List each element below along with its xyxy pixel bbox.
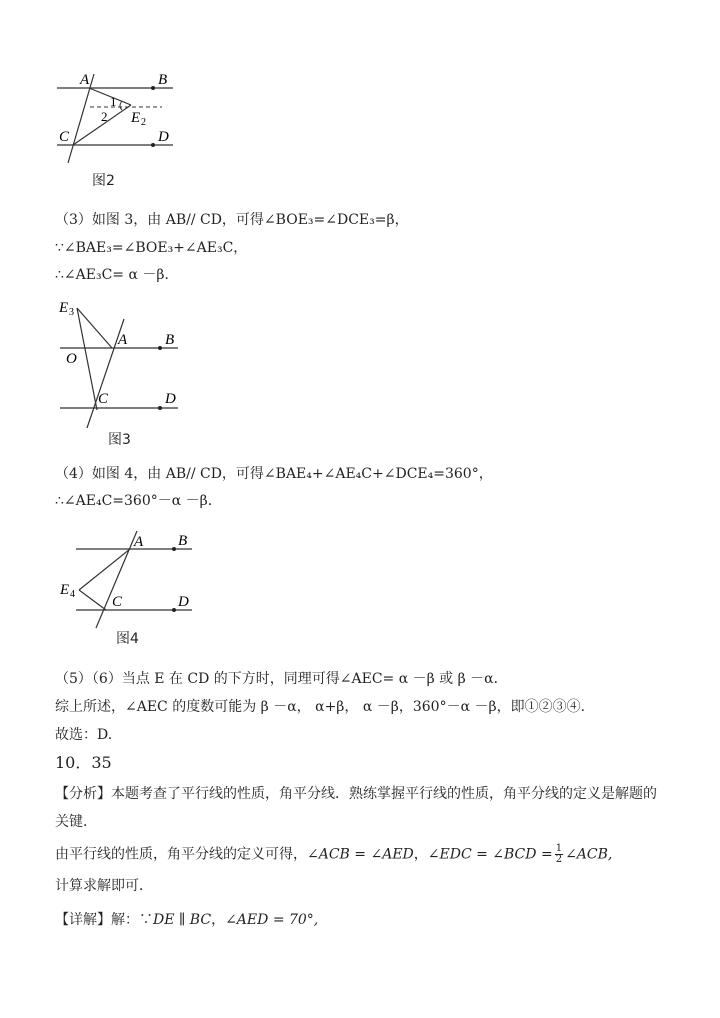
label-e2-sub: 2 xyxy=(141,117,146,128)
label-c: C xyxy=(112,594,123,610)
step3-line1: （3）如图 3，由 AB// CD，可得∠BOE₃=∠DCE₃=β， xyxy=(55,212,409,228)
q10-calc-line: 计算求解即可． xyxy=(55,878,153,894)
label-e4: E xyxy=(60,582,70,598)
label-c: C xyxy=(98,391,109,407)
q10-eq-acb: ∠ACB, xyxy=(565,846,613,863)
q10-method-line xyxy=(55,844,612,865)
figure-2-caption: 图2 xyxy=(92,173,115,189)
step4-line2: ∴∠AE₄C=360°－α －β． xyxy=(55,493,222,509)
step3-line2: ∵∠BAE₃=∠BOE₃+∠AE₃C， xyxy=(55,240,248,256)
label-angle-1: 1 xyxy=(110,94,117,109)
segment-e4c xyxy=(79,590,106,610)
q10-eq-de-parallel-bc: DE ∥ BC xyxy=(153,912,212,928)
label-d: D xyxy=(158,129,169,145)
label-c: C xyxy=(59,129,70,145)
q10-method-sep: ， xyxy=(413,846,428,863)
label-a: A xyxy=(134,534,144,550)
q10-eq-aed-70: ∠AED = 70°, xyxy=(225,912,319,928)
label-a: A xyxy=(80,72,90,88)
label-angle-2: 2 xyxy=(101,109,108,124)
q10-detail-prefix: 【详解】解：∵ xyxy=(55,912,153,928)
q10-fraction-den: 2 xyxy=(555,854,563,865)
step56-line3: 故选：D. xyxy=(55,727,113,743)
figure-4-caption: 图4 xyxy=(116,631,139,647)
label-d: D xyxy=(165,391,176,407)
q10-header: 10．35 xyxy=(55,753,112,772)
label-e2: E xyxy=(131,110,141,126)
q10-detail-line xyxy=(55,910,318,930)
figure-3-caption: 图3 xyxy=(108,432,131,448)
label-e3-sub: 3 xyxy=(69,307,74,318)
label-e3: E xyxy=(59,300,69,316)
q10-analysis-line2: 关键． xyxy=(55,814,97,830)
q10-detail-sep: ， xyxy=(211,912,226,928)
label-e4-sub: 4 xyxy=(70,589,75,600)
point-b xyxy=(172,547,176,551)
transversal-line xyxy=(96,531,137,628)
q10-fraction xyxy=(555,844,563,865)
step56-line1: （5）（6）当点 E 在 CD 的下方时，同理可得∠AEC= α －β 或 β －α． xyxy=(55,671,508,687)
label-d: D xyxy=(178,594,189,610)
step3-line3: ∴∠AE₃C= α －β． xyxy=(55,267,179,283)
label-b: B xyxy=(165,332,175,348)
label-a: A xyxy=(118,332,128,348)
step4-line1: （4）如图 4，由 AB// CD，可得∠BAE₄+∠AE₄C+∠DCE₄=360°， xyxy=(55,466,493,482)
label-b: B xyxy=(178,533,188,549)
q10-eq-edc-bcd: ∠EDC = ∠BCD = xyxy=(427,846,553,863)
q10-method-prefix: 由平行线的性质，角平分线的定义可得， xyxy=(55,846,307,863)
q10-analysis-line1: 【分析】本题考查了平行线的性质，角平分线．熟练掌握平行线的性质，角平分线的定义是解题的 xyxy=(55,786,657,802)
point-d xyxy=(172,608,176,612)
label-b: B xyxy=(158,72,168,88)
q10-eq-acb-aed: ∠ACB = ∠AED xyxy=(307,846,414,863)
step56-line2: 综上所述，∠AEC 的度数可能为 β －α， α+β， α －β，360°－α －β，即①②③④． xyxy=(55,699,595,715)
segment-e4a xyxy=(79,549,130,590)
label-o: O xyxy=(66,351,77,367)
q10-fraction-num: 1 xyxy=(555,843,563,854)
